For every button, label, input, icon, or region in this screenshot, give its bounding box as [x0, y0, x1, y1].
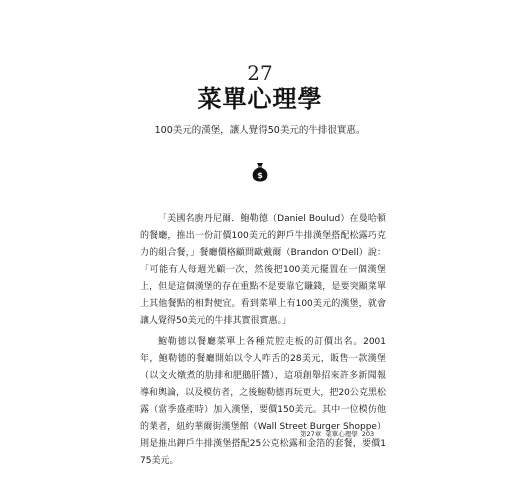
footer-chapter-label: 第27章 [300, 430, 322, 438]
paragraph-quote: 「美國名廚丹尼爾．鮑勒德（Daniel Boulud）在曼哈頓的餐廳，推出一份訂價100美元的鉀戶牛排漢堡搭配松露巧克力的組合餐，」餐廳價格顧問歐戴爾（Brandon O'Dell）說：「可能有人每週光顧一次，然後把100美元擺置在一個漢堡上，但是這個漢堡的存在重點不是要靠它賺錢，是要突顯菜單上其他餐點的相對便宜。看到菜單上有100美元的漢堡，就會讓人覺得50美元的牛排其實很實惠。」 [140, 214, 386, 326]
svg-text:$: $ [257, 171, 263, 181]
paragraph: 鮑勒德以餐廳菜單上各種荒腔走板的訂價出名。2001年，鮑勒德的餐廳開始以令人咋舌的28美元，販售一款漢堡（以文火燉煮的肋排和肥鵝肝醬），這項創舉招來許多新聞報導和輿論，以及模仿者，之後鮑勒德再玩更大，把20公克黑松露（當季盛產時）加入漢堡，要價150美元。其中一位模仿他的業者，紐約華爾街漢堡館（Wall Street Burger Shoppe）則是推出鉀戶牛排漢堡搭配25公克松露和金箔的套餐，要價175美元。 [140, 337, 386, 466]
chapter-number: 27 [247, 61, 273, 85]
chapter-title: 菜單心理學 [197, 85, 323, 113]
chapter-subtitle: 100美元的漢堡，讓人覺得50美元的牛排很實惠。 [154, 125, 366, 136]
money-bag-icon [251, 162, 269, 182]
footer-chapter-title: 菜單心理學 [325, 430, 358, 438]
page-footer [300, 429, 410, 439]
page-number: 203 [361, 430, 375, 438]
